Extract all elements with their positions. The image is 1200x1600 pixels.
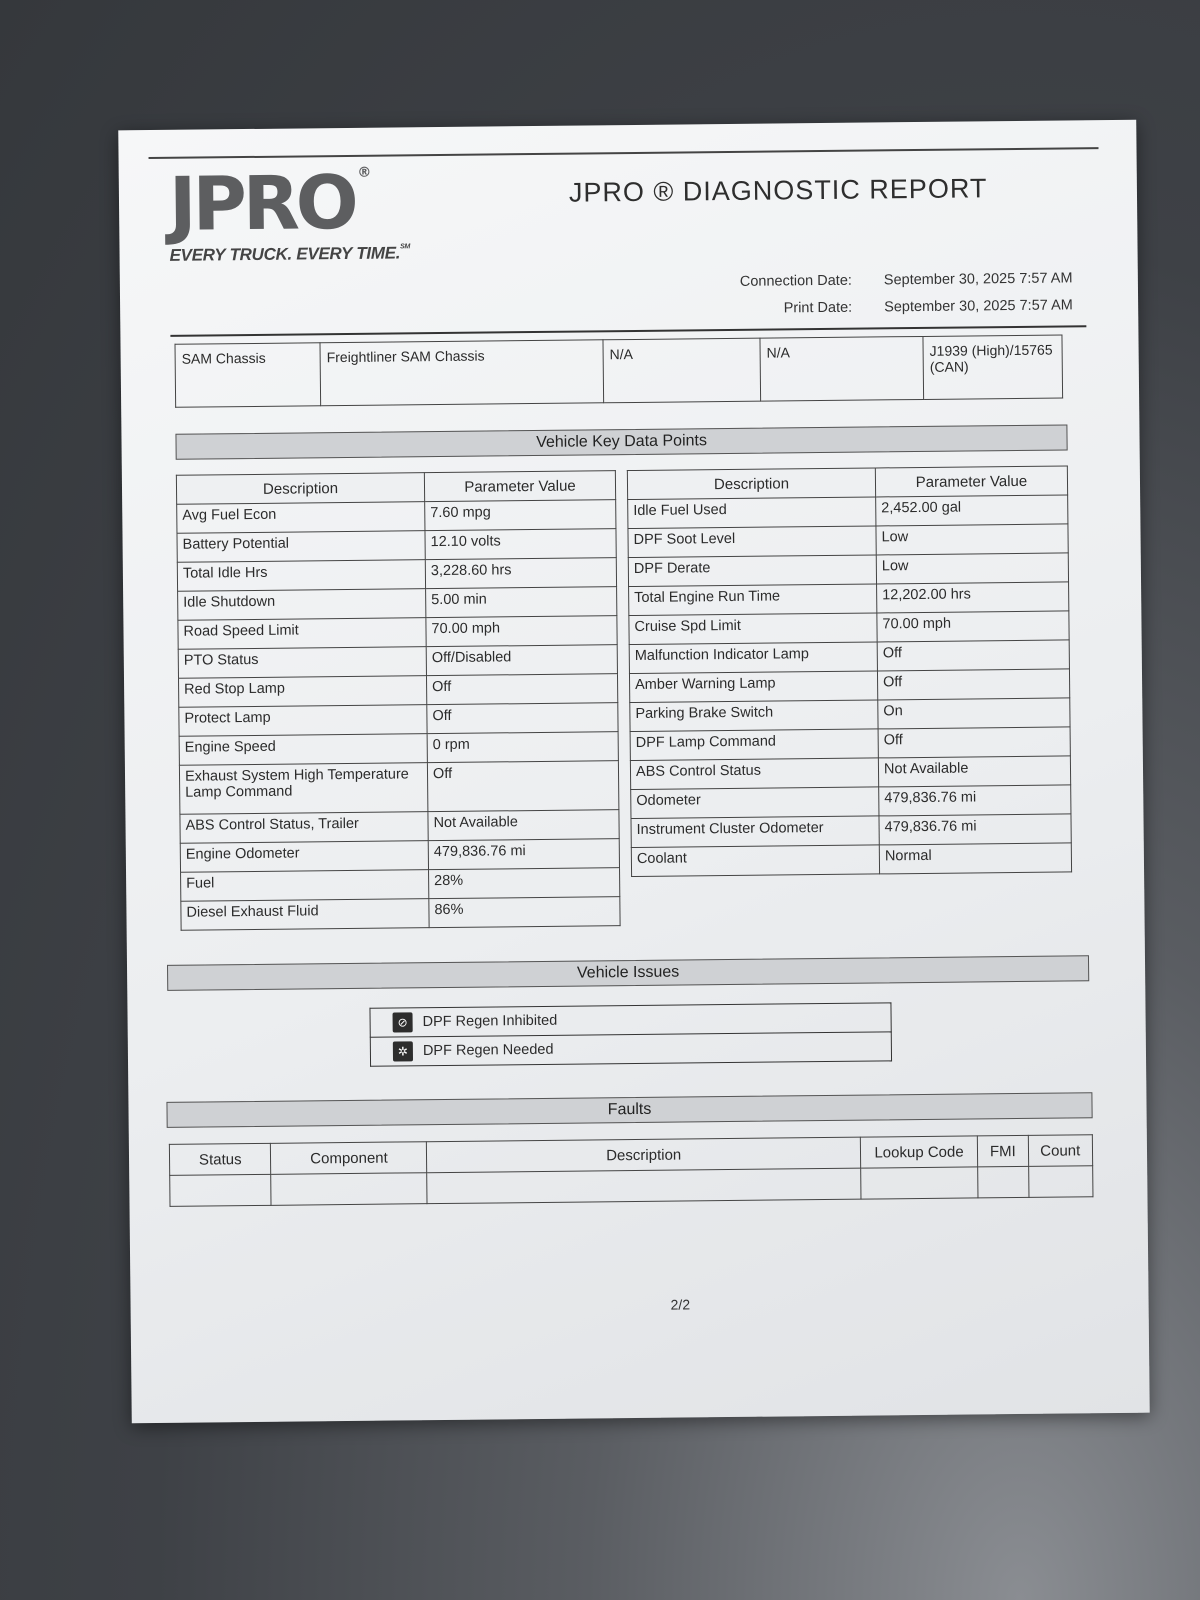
vehicle-issues-banner: Vehicle Issues [167,955,1089,991]
vehicle-issue-label: DPF Regen Inhibited [422,1012,558,1031]
key-data-row [181,897,620,931]
parameter-description: ABS Control Status, Trailer [180,812,428,844]
ecu-field-4: N/A [760,336,924,401]
key-data-row [629,582,1069,616]
parameter-description: ABS Control Status [630,758,878,790]
key-data-row [178,674,617,708]
key-data-row [630,698,1070,732]
parameter-value: Low [876,524,1068,555]
key-data-row [628,524,1068,558]
connection-date-label: Connection Date: [739,272,852,290]
parameter-value: 3,228.60 hrs [425,558,616,589]
parameter-description: DPF Soot Level [628,526,876,558]
faults-table [169,1134,1094,1207]
parameter-value: 0 rpm [427,732,618,763]
dpf-inhibited-icon: ⊘ [393,1012,413,1032]
key-data-row [628,553,1068,587]
faults-col-header: Lookup Code [860,1136,978,1168]
parameter-description: Red Stop Lamp [178,676,426,708]
ecu-field-3: N/A [603,338,761,403]
report-title: JPRO ® DIAGNOSTIC REPORT [568,173,988,208]
parameter-description: Idle Shutdown [178,589,426,621]
parameter-value: Off/Disabled [426,645,617,676]
logo-registered-mark: ® [357,164,368,181]
key-data-row [180,810,619,844]
parameter-description: DPF Derate [628,555,876,587]
parameter-description: Instrument Cluster Odometer [631,816,879,848]
key-data-row [177,558,616,592]
faults-col-header: Count [1028,1135,1093,1167]
key-data-row [178,645,617,679]
faults-empty-cell [170,1174,272,1206]
parameter-value: 12.10 volts [425,529,616,560]
parameter-description: Fuel [181,870,429,902]
jpro-logo [168,159,410,266]
parameter-value: 7.60 mpg [425,500,616,531]
ecu-component: SAM Chassis [175,343,321,408]
report-dates [712,270,1085,328]
parameter-description: Odometer [631,787,879,819]
faults-empty-cell [271,1173,427,1206]
parameter-value: Off [878,727,1070,758]
key-data-row [629,611,1069,645]
faults-col-header: Component [271,1142,427,1175]
parameter-value: 70.00 mph [426,616,617,647]
ecu-name: Freightliner SAM Chassis [320,340,604,406]
key-data-row [177,529,616,563]
parameter-value: Not Available [428,810,619,841]
parameter-description: Total Idle Hrs [177,560,425,592]
key-data-row [181,868,620,902]
faults-empty-cell [427,1168,861,1204]
dpf-regen-icon: ✲ [393,1041,413,1061]
parameter-description: Amber Warning Lamp [629,671,877,703]
key-data-row [630,727,1070,761]
top-rule [149,147,1099,159]
parameter-description: PTO Status [178,647,426,679]
key-data-row [179,732,618,766]
parameter-value: 2,452.00 gal [876,495,1068,526]
ecu-info-table [174,334,1063,407]
key-data-row [177,500,616,534]
col-description: Description [176,473,424,505]
faults-empty-cell [861,1167,979,1199]
print-date-label: Print Date: [783,299,853,317]
page-number: 2/2 [670,1296,691,1313]
parameter-value: 479,836.76 mi [428,839,619,870]
parameter-value: Off [877,669,1069,700]
key-data-row [630,756,1070,790]
report-page [118,120,1149,1424]
print-date-value: September 30, 2025 7:57 AM [884,297,1073,316]
parameter-value: 86% [429,897,620,928]
parameter-value: On [878,698,1070,729]
ecu-protocol: J1939 (High)/15765 (CAN) [923,335,1063,399]
logo-tagline: EVERY TRUCK. EVERY TIME. [169,243,401,265]
logo-service-mark: SM [400,243,410,251]
parameter-description: Parking Brake Switch [630,700,878,732]
faults-empty-cell [1028,1166,1093,1198]
parameter-value: 5.00 min [426,587,617,618]
parameter-value: Off [426,674,617,705]
parameter-description: Battery Potential [177,531,425,563]
faults-banner: Faults [166,1092,1092,1128]
key-data-row [179,703,618,737]
faults-col-header: Description [427,1137,861,1173]
parameter-value: Off [427,761,619,812]
parameter-value: Off [427,703,618,734]
key-data-row [629,669,1069,703]
parameter-value: Off [877,640,1069,671]
connection-date-value: September 30, 2025 7:57 AM [883,270,1073,289]
logo-word: JPRO [168,159,356,248]
key-data-table-right [627,465,1072,877]
parameter-value: 479,836.76 mi [879,785,1071,816]
parameter-value: Normal [879,843,1071,874]
vehicle-issue-row [370,1032,891,1066]
faults-col-header: Status [169,1143,271,1175]
vehicle-issues-table [369,1002,892,1066]
parameter-value: 479,836.76 mi [879,814,1071,845]
faults-empty-cell [978,1166,1029,1198]
parameter-description: Malfunction Indicator Lamp [629,642,877,674]
parameter-value: 12,202.00 hrs [877,582,1069,613]
key-data-row [631,843,1071,877]
parameter-value: Not Available [878,756,1070,787]
vehicle-issue-label: DPF Regen Needed [422,1041,554,1060]
parameter-description: Protect Lamp [179,705,427,737]
parameter-description: Cruise Spd Limit [629,613,877,645]
key-data-table-left [176,470,621,931]
parameter-value: 70.00 mph [877,611,1069,642]
key-data-row [631,785,1071,819]
key-data-row [629,640,1069,674]
key-data-row [631,814,1071,848]
parameter-description: DPF Lamp Command [630,729,878,761]
parameter-description: Total Engine Run Time [629,584,877,616]
parameter-description: Idle Fuel Used [628,497,876,529]
parameter-description: Exhaust System High Temperature Lamp Command [179,763,427,815]
parameter-description: Engine Odometer [180,841,428,873]
key-data-row [178,616,617,650]
col-value: Parameter Value [875,466,1067,497]
col-value: Parameter Value [424,471,615,502]
parameter-description: Coolant [631,845,879,877]
parameter-description: Avg Fuel Econ [177,502,425,534]
parameter-description: Diesel Exhaust Fluid [181,899,429,931]
key-data-row [628,495,1068,529]
key-data-row [178,587,617,621]
key-data-banner: Vehicle Key Data Points [175,424,1067,459]
key-data-row [180,839,619,873]
faults-col-header: FMI [977,1135,1028,1167]
key-data-row [179,761,618,815]
parameter-value: 28% [429,868,620,899]
parameter-description: Road Speed Limit [178,618,426,650]
parameter-value: Low [876,553,1068,584]
parameter-description: Engine Speed [179,734,427,766]
col-description: Description [627,468,875,500]
